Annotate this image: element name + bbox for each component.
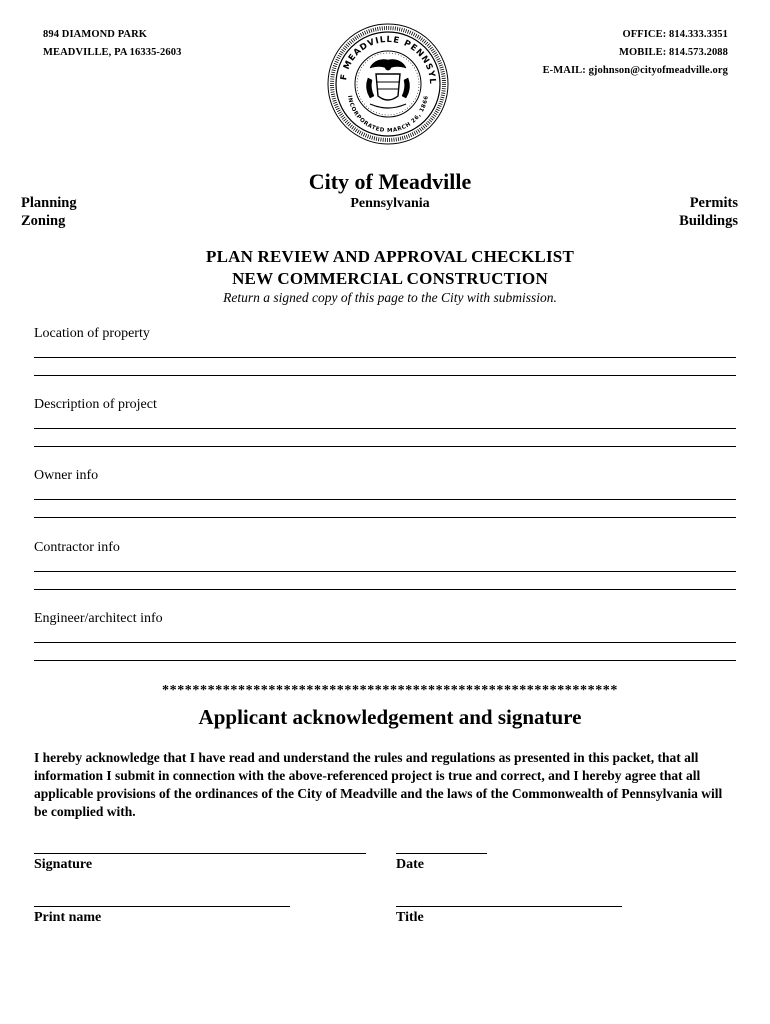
- description-of-project-label: Description of project: [34, 397, 157, 412]
- office-phone: OFFICE: 814.333.3351: [622, 29, 728, 40]
- permits-label: Permits: [689, 195, 738, 211]
- acknowledgement-text: I hereby acknowledge that I have read and understand the rules and regulations as presented in this packet, that all information I submit in connection with the above-referenced project is true and correct, and I hereby agree that all applicable provisions of the ordinances of the City of Meadville and the laws of the Commonwealth of Pennsylvania will be complied with.: [34, 750, 723, 819]
- signature-label: Signature: [34, 857, 93, 872]
- print-name-label: Print name: [34, 910, 102, 925]
- document-title-line-2: NEW COMMERCIAL CONSTRUCTION: [232, 269, 548, 288]
- zoning-label: Zoning: [21, 213, 66, 229]
- address-line-1: 894 DIAMOND PARK: [43, 29, 148, 40]
- description-of-project-line-1[interactable]: [34, 428, 736, 429]
- mobile-phone: MOBILE: 814.573.2088: [618, 47, 728, 58]
- owner-info-line-1[interactable]: [34, 499, 736, 500]
- city-title: City of Meadville: [308, 169, 472, 194]
- acknowledgement-title: Applicant acknowledgement and signature: [198, 705, 582, 729]
- date-line[interactable]: [396, 853, 487, 854]
- location-of-property-line-2[interactable]: [34, 375, 736, 376]
- owner-info-line-2[interactable]: [34, 517, 736, 518]
- description-of-project-line-2[interactable]: [34, 446, 736, 447]
- submission-instruction: Return a signed copy of this page to the City with submission.: [223, 290, 557, 305]
- document-title-line-1: PLAN REVIEW AND APPROVAL CHECKLIST: [206, 247, 574, 266]
- section-separator: ************************************************************: [162, 683, 618, 698]
- title-label: Title: [396, 910, 424, 925]
- address-line-2: MEADVILLE, PA 16335-2603: [43, 47, 182, 58]
- contractor-info-line-1[interactable]: [34, 571, 736, 572]
- engineer-architect-info-label: Engineer/architect info: [34, 611, 163, 626]
- title-line[interactable]: [396, 906, 622, 907]
- print-name-line[interactable]: [34, 906, 290, 907]
- state-subtitle: Pennsylvania: [350, 196, 430, 211]
- location-of-property-label: Location of property: [34, 326, 150, 341]
- engineer-architect-info-line-1[interactable]: [34, 642, 736, 643]
- contractor-info-label: Contractor info: [34, 540, 120, 555]
- buildings-label: Buildings: [679, 213, 738, 229]
- email-address: E-MAIL: gjohnson@cityofmeadville.org: [542, 65, 728, 76]
- svg-text:INCORPORATED MARCH 26, 1866: INCORPORATED MARCH 26, 1866: [346, 95, 430, 135]
- location-of-property-line-1[interactable]: [34, 357, 736, 358]
- engineer-architect-info-line-2[interactable]: [34, 660, 736, 661]
- city-seal-icon: [326, 22, 450, 146]
- contractor-info-line-2[interactable]: [34, 589, 736, 590]
- date-label: Date: [396, 857, 424, 872]
- planning-label: Planning: [21, 195, 77, 211]
- signature-line[interactable]: [34, 853, 366, 854]
- svg-text:CITY OF MEADVILLE PENNSYLVANIA: F MEADVILLE PENNSYL: [339, 34, 438, 84]
- owner-info-label: Owner info: [34, 468, 99, 483]
